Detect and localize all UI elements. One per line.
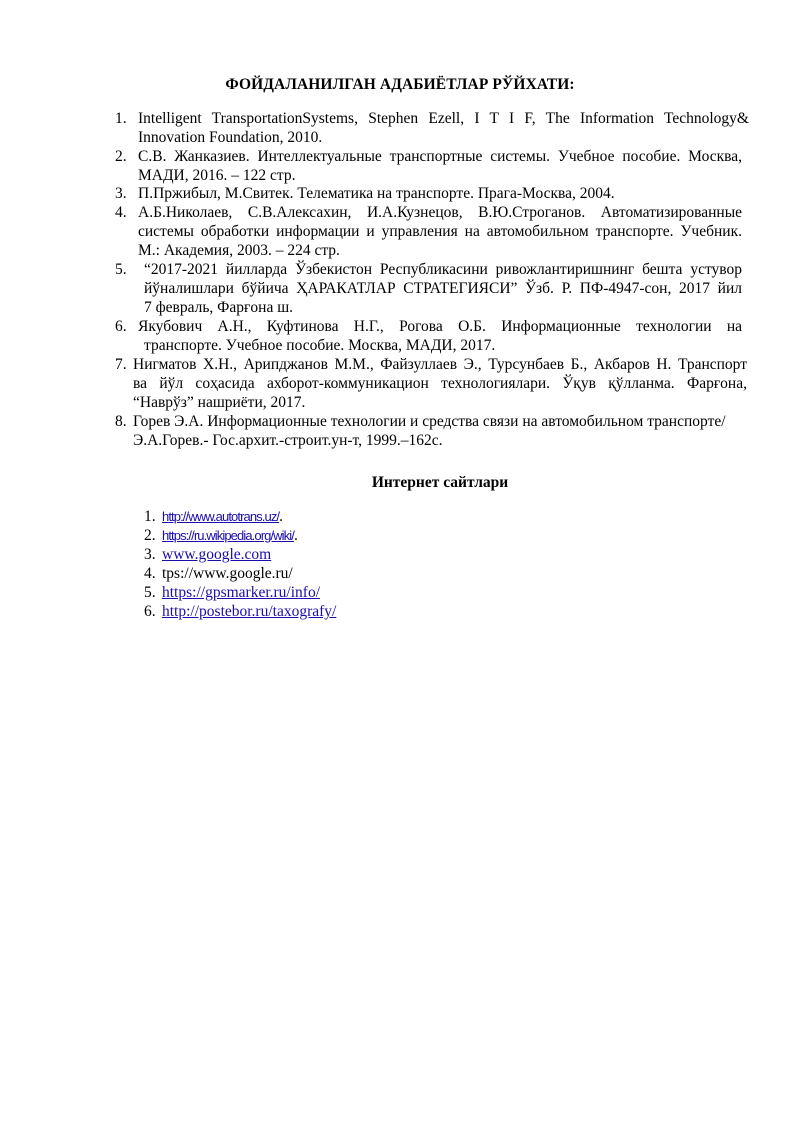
reference-text: Э.А.Горев.- Гос.архит.-строит.ун-т, 1999.–162с. — [133, 432, 443, 449]
website-number: 2. — [144, 527, 156, 544]
website-number: 4. — [144, 565, 156, 582]
reference-number: 1. — [115, 110, 127, 127]
reference-text: транспорте. Учебное пособие. Москва, МАДИ, 2017. — [144, 337, 496, 354]
reference-item — [115, 203, 749, 260]
reference-text: “2017-2021 йилларда Ўзбекистон Республикасини ривожлантиришнинг бешта устувор — [144, 261, 742, 278]
reference-item — [115, 355, 749, 412]
website-item — [144, 526, 298, 545]
reference-number: 2. — [115, 148, 127, 165]
link-suffix: . — [279, 508, 284, 525]
reference-text: йўналишлари бўйича ҲАРАКАТЛАР СТРАТЕГИЯСИ” Ўзб. Р. ПФ-4947-сон, 2017 йил — [144, 280, 742, 297]
link-suffix: . — [293, 527, 298, 544]
reference-item — [115, 412, 755, 450]
reference-number: 7. — [115, 356, 127, 373]
website-item — [144, 602, 336, 621]
reference-text: Нигматов Х.Н., Арипджанов М.М., Файзуллаев Э., Турсунбаев Б., Акбаров Н. Транспорт — [133, 356, 747, 373]
internet-sites-heading: Интернет сайтлари — [371, 474, 509, 491]
reference-text: “Наврўз” нашриёти, 2017. — [133, 394, 306, 411]
website-item — [144, 583, 320, 602]
website-item — [144, 545, 271, 564]
website-item — [144, 507, 283, 526]
reference-text: ва йўл соҳасида ахборот-коммуникацион технологиялари. Ўқув қўлланма. Фарғона, — [133, 375, 747, 392]
reference-number: 3. — [115, 185, 127, 202]
website-number: 6. — [144, 603, 156, 620]
reference-text: А.Б.Николаев, С.В.Алексахин, И.А.Кузнецов, В.Ю.Строганов. Автоматизированные — [138, 204, 742, 221]
reference-number: 4. — [115, 204, 127, 221]
website-link[interactable]: https://ru.wikipedia.org/wiki/ — [162, 528, 294, 543]
website-number: 3. — [144, 546, 156, 563]
reference-text: 7 февраль, Фарғона ш. — [144, 299, 294, 316]
reference-item — [115, 147, 749, 185]
reference-number: 5. — [115, 261, 127, 278]
website-number: 1. — [144, 508, 156, 525]
reference-text: М.: Академия, 2003. – 224 стр. — [138, 242, 340, 259]
reference-text: Innovation Foundation, 2010. — [138, 129, 323, 146]
reference-text: П.Пржибыл, М.Свитек. Телематика на транспорте. Прага-Москва, 2004. — [138, 185, 615, 202]
reference-item — [115, 184, 749, 203]
website-link[interactable]: http://postebor.ru/taxografy/ — [162, 603, 337, 620]
reference-text: С.В. Жанказиев. Интеллектуальные транспортные системы. Учебное пособие. Москва, — [138, 148, 742, 165]
reference-text: Якубович А.Н., Куфтинова Н.Г., Рогова О.Б. Информационные технологии на — [138, 318, 742, 335]
reference-number: 8. — [115, 413, 127, 430]
website-text: tps://www.google.ru/ — [162, 565, 293, 582]
reference-text: Intelligent TransportationSystems, Stephen Ezell, I T I F, The Information Technology& — [138, 110, 749, 127]
page-title: ФОЙДАЛАНИЛГАН АДАБИЁТЛАР РЎЙХАТИ: — [225, 76, 575, 93]
website-link[interactable]: https://gpsmarker.ru/info/ — [162, 584, 320, 601]
website-link[interactable]: http://www.autotrans.uz/ — [162, 509, 280, 524]
reference-text: системы обработки информации и управления на автомобильном транспорте. Учебник. — [138, 223, 742, 240]
website-item — [144, 564, 293, 583]
reference-text: МАДИ, 2016. – 122 стр. — [138, 167, 296, 184]
website-number: 5. — [144, 584, 156, 601]
reference-item — [115, 109, 749, 147]
reference-number: 6. — [115, 318, 127, 335]
reference-item — [115, 317, 749, 355]
reference-item — [115, 260, 749, 317]
reference-text: Горев Э.А. Информационные технологии и средства связи на автомобильном транспорте/ — [133, 413, 726, 430]
website-link[interactable]: www.google.com — [162, 546, 272, 563]
